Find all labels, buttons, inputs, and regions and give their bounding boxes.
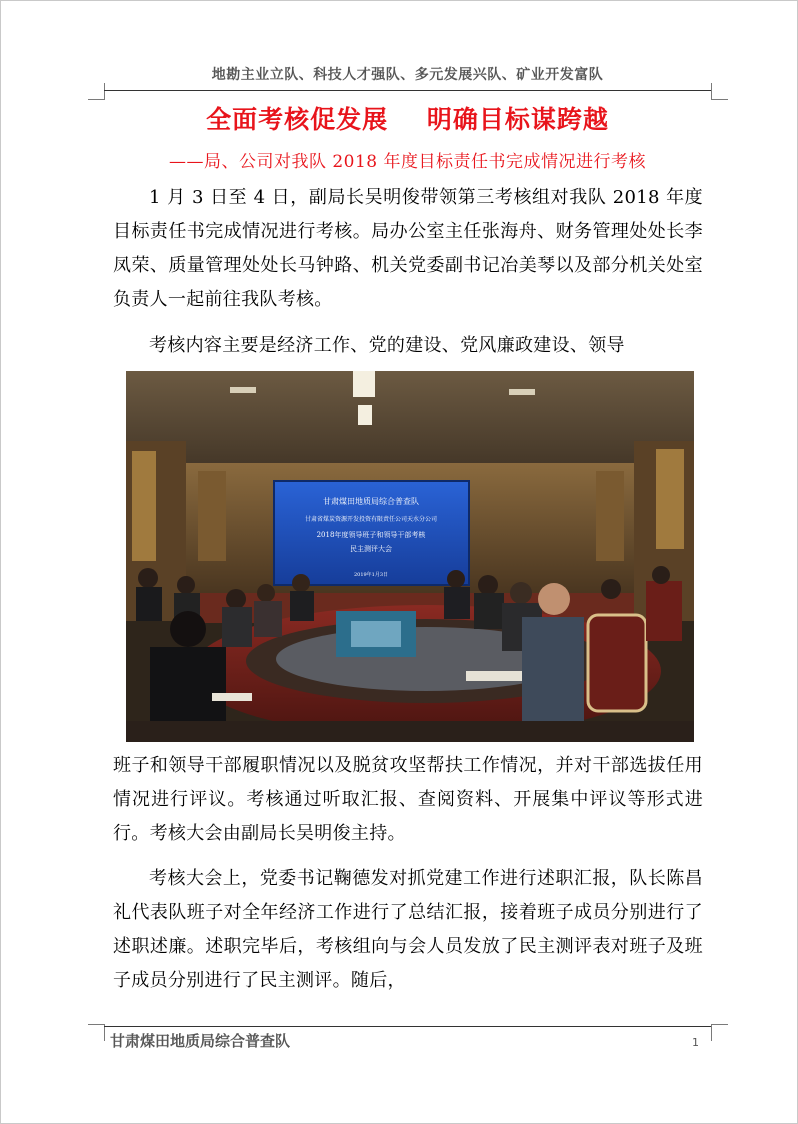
crop-mark-bottom-right: [711, 1024, 728, 1041]
footer-org: 甘肃煤田地质局综合普查队: [110, 1032, 291, 1050]
screen-line-4: 民主测评大会: [350, 545, 392, 553]
article-subtitle: ——局、公司对我队 2018 年度目标责任书完成情况进行考核: [168, 152, 647, 172]
crop-mark-bottom-left: [88, 1024, 105, 1041]
article-title: 全面考核促发展 明确目标谋跨越: [206, 105, 609, 134]
header-rule: [104, 90, 711, 91]
paragraph-3: 班子和领导干部履职情况以及脱贫攻坚帮扶工作情况，并对干部选拔任用情况进行评议。考核通过听取汇报、查阅资料、开展集中评议等形式进行。考核大会由副局长吴明俊主持。: [113, 755, 703, 844]
meeting-photo-drawing: [126, 371, 694, 742]
screen-line-3: 2018年度领导班子和领导干部考核: [316, 531, 426, 539]
paragraph-4: 考核大会上，党委书记鞠德发对抓党建工作进行述职汇报，队长陈昌礼代表队班子对全年经济工作进行了总结汇报，接着班子成员分别进行了述职述廉。述职完毕后，考核组向与会人员发放了民主测评表对班子及班子成员分别进行了民主测评。随后，: [113, 868, 703, 991]
footer-rule: [104, 1026, 711, 1027]
screen-line-5: 2019年1月3日: [353, 572, 389, 578]
paragraph-2: 考核内容主要是经济工作、党的建设、党风廉政建设、领导: [149, 335, 625, 356]
meeting-photo: [126, 371, 694, 742]
crop-mark-top-right: [711, 83, 728, 100]
screen-line-1: 甘肃煤田地质局综合普查队: [323, 497, 419, 506]
crop-mark-top-left: [88, 83, 105, 100]
page-number: 1: [692, 1036, 699, 1049]
screen-line-2: 甘肃省煤炭资源开发投资有限责任公司天水分公司: [304, 516, 438, 523]
paragraph-1: 1 月 3 日至 4 日，副局长吴明俊带领第三考核组对我队 2018 年度目标责任书完成情况进行考核。局办公室主任张海舟、财务管理处处长李凤荣、质量管理处处长马钟路、机关党委副书记冶美琴以及部分机关处室负责人一起前往我队考核。: [113, 187, 703, 310]
header-slogan: 地勘主业立队、科技人才强队、多元发展兴队、矿业开发富队: [211, 67, 604, 83]
